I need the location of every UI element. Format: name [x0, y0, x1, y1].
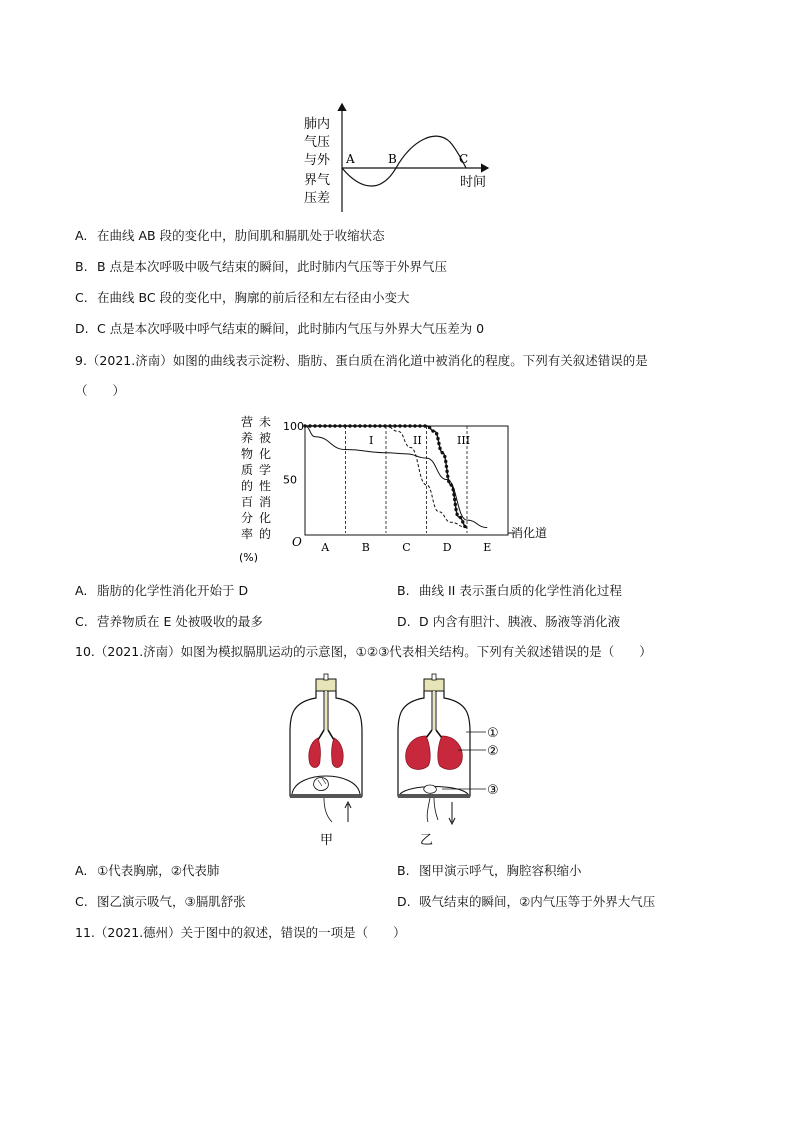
dot-marker: [358, 424, 361, 427]
dot-marker: [445, 465, 448, 468]
ylabel-line: 气压: [304, 135, 331, 150]
dot-marker: [318, 424, 321, 427]
balloon-left: [406, 736, 430, 769]
origin-label: O: [292, 535, 302, 549]
ylabel-line: 压差: [304, 191, 331, 206]
dot-marker: [353, 424, 356, 427]
option-text: 曲线 II 表示蛋白质的化学性消化过程: [419, 583, 622, 598]
option-label: C.: [75, 614, 88, 629]
ylabel-char: 物: [241, 447, 254, 461]
dot-marker: [348, 424, 351, 427]
option-text: D 内含有胆汁、胰液、肠液等消化液: [419, 614, 621, 629]
dot-marker: [444, 460, 447, 463]
chart-frame: [305, 426, 508, 535]
hand: [424, 785, 437, 793]
option-text: ①代表胸廓，②代表肺: [97, 863, 220, 878]
category-label: B: [361, 541, 370, 554]
dot-marker: [454, 508, 457, 511]
category-label: C: [402, 541, 411, 554]
dot-marker: [463, 525, 466, 528]
ylabel-char: 养: [241, 431, 254, 445]
curve-label-i: I: [369, 434, 374, 447]
q8-pressure-graph: [300, 100, 500, 218]
dot-marker: [368, 424, 371, 427]
dot-marker: [393, 424, 396, 427]
q9-option-a: [75, 583, 248, 599]
ylabel-char: 营: [241, 415, 254, 429]
label-1: ①: [487, 726, 499, 741]
dot-marker: [383, 424, 386, 427]
option-label: C.: [75, 290, 88, 305]
ylabel-line: 与外: [304, 153, 331, 168]
dot-marker: [388, 424, 391, 427]
ylabel-char: 化: [259, 447, 272, 461]
balloon-right: [438, 736, 462, 769]
option-text: C 点是本次呼吸中呼气结束的瞬间，此时肺内气压与外界大气压差为 0: [97, 321, 485, 336]
ylabel-char: 分: [241, 511, 254, 525]
option-label: B.: [397, 583, 410, 598]
tube-top: [324, 674, 328, 680]
q10-option-c: [75, 894, 246, 910]
tube-top: [432, 674, 436, 680]
q10-option-b: [397, 863, 582, 879]
dot-marker: [441, 451, 444, 454]
stopper: [316, 679, 336, 691]
jar-rim: [398, 794, 470, 798]
ytick-label: 50: [283, 473, 297, 487]
option-text: 吸气结束的瞬间，②内气压等于外界大气压: [419, 894, 656, 909]
dot-marker: [418, 424, 421, 427]
dot-marker: [450, 483, 453, 486]
option-label: B.: [397, 863, 410, 878]
dot-marker: [413, 424, 416, 427]
dot-marker: [428, 426, 431, 429]
ylabel-char: 化: [259, 511, 272, 525]
ylabel-line: 肺内: [304, 117, 331, 132]
dot-marker: [333, 424, 336, 427]
dot-marker: [459, 516, 462, 519]
dot-marker: [447, 480, 450, 483]
option-label: A.: [75, 228, 88, 243]
ylabel-char: 性: [259, 479, 272, 493]
dot-marker: [308, 424, 311, 427]
ylabel-char: 未: [259, 415, 272, 429]
ylabel-char: 学: [259, 463, 272, 477]
option-text: 营养物质在 E 处被吸收的最多: [97, 614, 263, 629]
option-label: A.: [75, 583, 88, 598]
option-text: 在曲线 AB 段的变化中，肋间肌和膈肌处于收缩状态: [97, 228, 385, 243]
ylabel-char: 率: [241, 527, 254, 541]
point-label-a: A: [346, 152, 355, 166]
q8-option-d: [75, 321, 484, 337]
label-2: ②: [487, 744, 499, 759]
q8-option-a: [75, 228, 385, 244]
q9-option-b: [397, 583, 622, 599]
option-text: 图乙演示吸气，③膈肌舒张: [97, 894, 246, 909]
ytick-label: 100: [283, 420, 304, 433]
dot-marker: [437, 442, 440, 445]
dot-marker: [323, 424, 326, 427]
ylabel-char: 的: [259, 527, 272, 541]
dot-marker: [423, 424, 426, 427]
category-label: E: [483, 541, 492, 554]
dot-marker: [363, 424, 366, 427]
ylabel-line: 界气: [304, 173, 331, 188]
curve-label-ii: II: [413, 434, 422, 447]
option-text: B 点是本次呼吸中吸气结束的瞬间，此时肺内气压等于外界气压: [97, 259, 448, 274]
dot-marker: [436, 437, 439, 440]
balloon-left: [309, 738, 321, 767]
jar-jia: [290, 674, 362, 822]
q9-stem-bracket: （ ）: [75, 383, 126, 398]
dot-marker: [373, 424, 376, 427]
ylabel-char: 质: [241, 463, 254, 477]
dot-marker: [403, 424, 406, 427]
point-label-b: B: [388, 152, 397, 166]
dot-marker: [446, 475, 449, 478]
option-text: 在曲线 BC 段的变化中，胸廓的前后径和左右径由小变大: [97, 290, 410, 305]
category-label: A: [321, 541, 330, 554]
ylabel-unit: (%): [239, 551, 259, 564]
jar-yi: [398, 674, 470, 824]
dot-marker: [313, 424, 316, 427]
q9-digestion-chart: [235, 410, 555, 570]
jar-rim: [290, 794, 362, 798]
dot-marker: [378, 424, 381, 427]
dot-marker: [461, 520, 464, 523]
ylabel-char: 百: [241, 495, 254, 509]
ylabel-char: 的: [241, 479, 254, 493]
ylabel-char: 被: [259, 431, 272, 445]
dot-marker: [343, 424, 346, 427]
caption-yi: 乙: [420, 833, 434, 848]
dot-marker: [408, 424, 411, 427]
dot-marker: [454, 503, 457, 506]
q10-diaphragm-model: [280, 672, 520, 852]
xlabel: 消化道: [511, 526, 548, 540]
dot-marker: [398, 424, 401, 427]
dot-marker: [455, 513, 458, 516]
dot-marker: [438, 447, 441, 450]
label-3: ③: [487, 783, 499, 798]
q11-stem: 11.（2021.德州）关于图中的叙述，错误的一项是（ ）: [75, 925, 406, 940]
curve-label-iii: III: [457, 434, 471, 447]
q10-option-a: [75, 863, 219, 879]
xlabel: 时间: [460, 175, 487, 190]
q9-option-c: [75, 614, 263, 630]
option-label: B.: [75, 259, 88, 274]
q10-stem: 10.（2021.济南）如图为模拟膈肌运动的示意图，①②③代表相关结构。下列有关叙述错误的是（ ）: [75, 644, 652, 659]
point-label-c: C: [459, 152, 469, 166]
q9-option-d: [397, 614, 620, 630]
option-label: D.: [75, 321, 89, 336]
dot-marker: [453, 498, 456, 501]
dot-marker: [338, 424, 341, 427]
dot-marker: [443, 455, 446, 458]
caption-jia: 甲: [320, 833, 334, 848]
option-label: C.: [75, 894, 88, 909]
dot-marker: [451, 488, 454, 491]
dot-marker: [445, 470, 448, 473]
pressure-curve: [342, 136, 469, 186]
q8-option-b: [75, 259, 447, 275]
option-text: 图甲演示呼气，胸腔容积缩小: [419, 863, 582, 878]
q8-option-c: [75, 290, 410, 306]
option-text: 脂肪的化学性消化开始于 D: [97, 583, 249, 598]
option-label: D.: [397, 894, 411, 909]
q9-stem: 9.（2021.济南）如图的曲线表示淀粉、脂肪、蛋白质在消化道中被消化的程度。下列有关叙述错误的是: [75, 353, 648, 368]
dot-marker: [435, 432, 438, 435]
q10-option-d: [397, 894, 655, 910]
dot-marker: [328, 424, 331, 427]
dot-marker: [431, 429, 434, 432]
stopper: [424, 679, 444, 691]
balloon-right: [332, 738, 344, 767]
category-label: D: [442, 541, 452, 554]
option-label: A.: [75, 863, 88, 878]
ylabel-char: 消: [259, 495, 272, 509]
option-label: D.: [397, 614, 411, 629]
dot-marker: [452, 493, 455, 496]
